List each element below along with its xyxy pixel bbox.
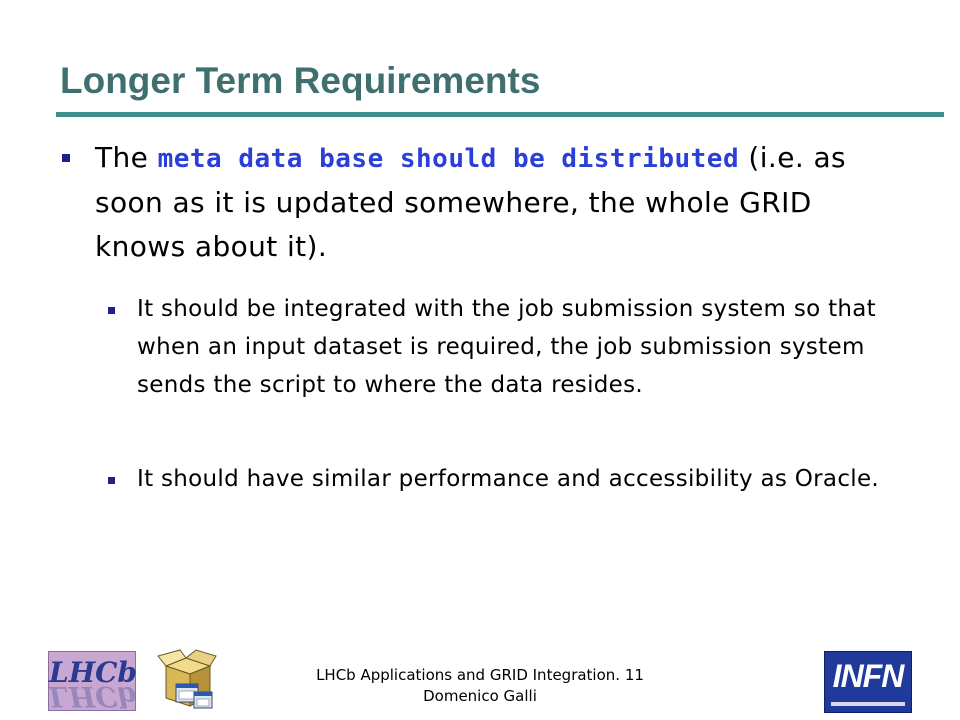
sub-bullet-square-icon: [108, 307, 115, 314]
title-divider: [56, 112, 944, 117]
main-bullet-text: [95, 136, 895, 269]
main-bullet-highlight: meta data base should be distributed: [157, 144, 740, 174]
lhcb-logo-reflection: LHCb: [49, 680, 138, 713]
package-box-icon: [152, 648, 218, 714]
slide-title: Longer Term Requirements: [60, 60, 541, 101]
sub-bullet-square-icon: [108, 477, 115, 484]
main-bullet-suffix: (i.e. as soon as it is updated somewhere, the whole GRID knows about it).: [95, 141, 846, 263]
bullet-square-icon: [62, 154, 70, 162]
infn-logo: [824, 651, 912, 713]
main-bullet-prefix: The: [95, 141, 158, 174]
lhcb-logo-text: LHCb: [49, 656, 138, 689]
footer-author: Domenico Galli: [423, 687, 537, 705]
lhcb-logo: [48, 651, 136, 711]
infn-logo-caption-bar: [831, 702, 905, 706]
slide-footer: [300, 665, 660, 707]
sub-bullet-text: It should have similar performance and accessibility as Oracle.: [137, 466, 880, 492]
footer-title: LHCb Applications and GRID Integration. 11: [316, 666, 644, 684]
sub-bullet-text: It should be integrated with the job submission system so that when an input dataset is required, the job submission system sends the script to where the data resides.: [137, 296, 876, 398]
infn-logo-text: INFN: [832, 658, 904, 694]
